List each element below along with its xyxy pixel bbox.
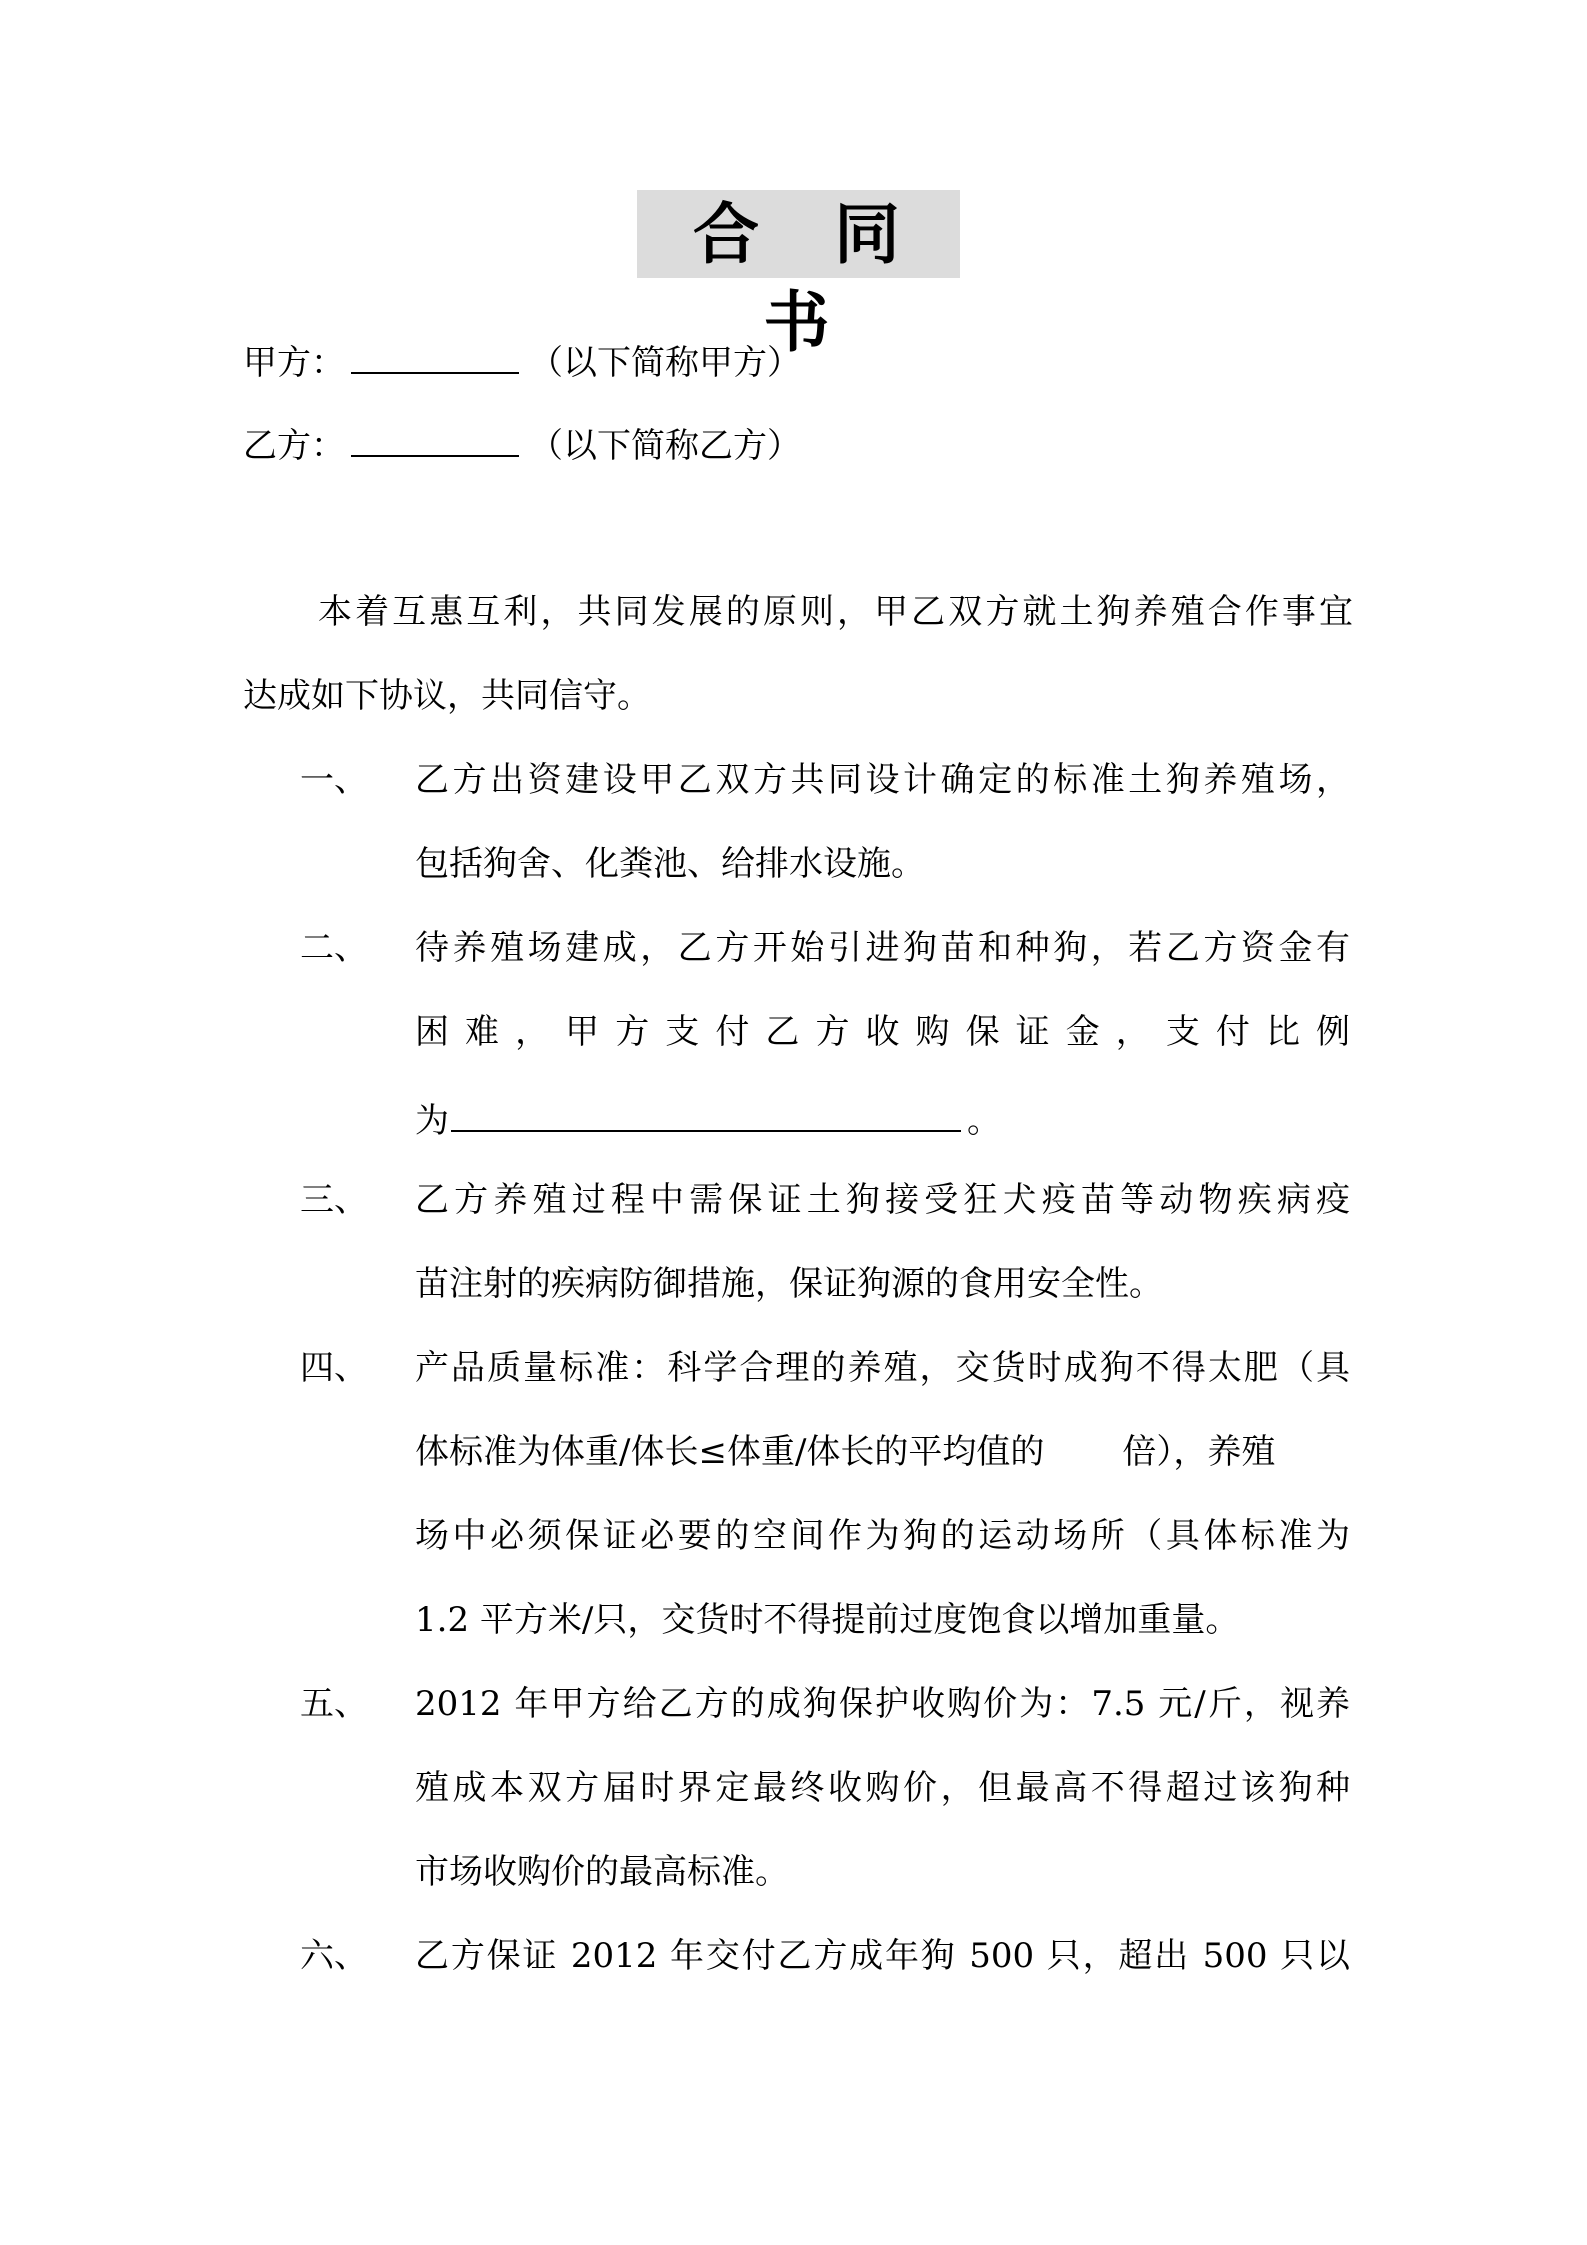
clause-1-line-2: 包括狗舍、化粪池、给排水设施。: [415, 844, 925, 884]
clause-2-line-1: 待养殖场建成，乙方开始引进狗苗和种狗，若乙方资金有: [415, 928, 1350, 968]
title-char: 书: [763, 283, 834, 361]
clause-5-line-2: 殖成本双方届时界定最终收购价，但最高不得超过该狗种: [415, 1768, 1350, 1808]
party-a-suffix: （以下简称甲方）: [529, 343, 801, 383]
clause-2-ratio-prefix: 为: [415, 1101, 449, 1141]
party-b-label: 乙方：: [243, 426, 345, 466]
clause-4-line-3: 场中必须保证必要的空间作为狗的运动场所（具体标准为: [415, 1516, 1350, 1556]
clause-5-line-3: 市场收购价的最高标准。: [415, 1852, 789, 1892]
clause-1-line-1: 乙方出资建设甲乙双方共同设计确定的标准土狗养殖场，: [415, 760, 1350, 800]
intro-line-2: 达成如下协议，共同信守。: [243, 676, 651, 716]
clause-4-ratio-prefix: 体标准为体重/体长≤体重/体长的平均值的: [415, 1432, 1045, 1472]
clause-3-line-1: 乙方养殖过程中需保证土狗接受狂犬疫苗等动物疾病疫: [415, 1180, 1350, 1220]
clause-6-number: 六、: [300, 1936, 368, 1976]
clause-4-line-4: 1.2 平方米/只，交货时不得提前过度饱食以增加重量。: [415, 1600, 1240, 1640]
clause-4-line-2: [415, 1430, 1350, 1474]
clause-4-number: 四、: [300, 1348, 368, 1388]
party-b-suffix: （以下简称乙方）: [529, 426, 801, 466]
payment-ratio-blank[interactable]: [451, 1094, 961, 1132]
clause-1-number: 一、: [300, 760, 368, 800]
clause-2-ratio-suffix: 。: [967, 1101, 1001, 1141]
intro-line-1: 本着互惠互利，共同发展的原则，甲乙双方就土狗养殖合作事宜: [318, 592, 1353, 632]
clause-3-line-2: 苗注射的疾病防御措施，保证狗源的食用安全性。: [415, 1264, 1163, 1304]
clause-2-number: 二、: [300, 928, 368, 968]
clause-4-ratio-suffix: 倍），养殖: [1122, 1432, 1276, 1472]
party-a-line: [243, 338, 801, 385]
clause-3-number: 三、: [300, 1180, 368, 1220]
title-char: 同: [833, 195, 904, 273]
clause-2-line-3: [415, 1094, 1350, 1143]
clause-2-line-2: 困难，甲方支付乙方收购保证金，支付比例: [415, 1012, 1350, 1052]
clause-4-line-1: 产品质量标准：科学合理的养殖，交货时成狗不得太肥（具: [415, 1348, 1350, 1388]
clause-5-number: 五、: [300, 1684, 368, 1724]
party-b-line: [243, 421, 801, 468]
party-a-blank[interactable]: [351, 338, 519, 374]
party-a-label: 甲方：: [243, 343, 345, 383]
title-char: 合: [693, 195, 763, 273]
document-title: [637, 190, 960, 361]
clause-5-line-1: 2012 年甲方给乙方的成狗保护收购价为：7.5 元/斤，视养: [415, 1684, 1350, 1724]
party-b-blank[interactable]: [351, 421, 519, 457]
clause-6-line-1: 乙方保证 2012 年交付乙方成年狗 500 只，超出 500 只以: [415, 1936, 1350, 1976]
